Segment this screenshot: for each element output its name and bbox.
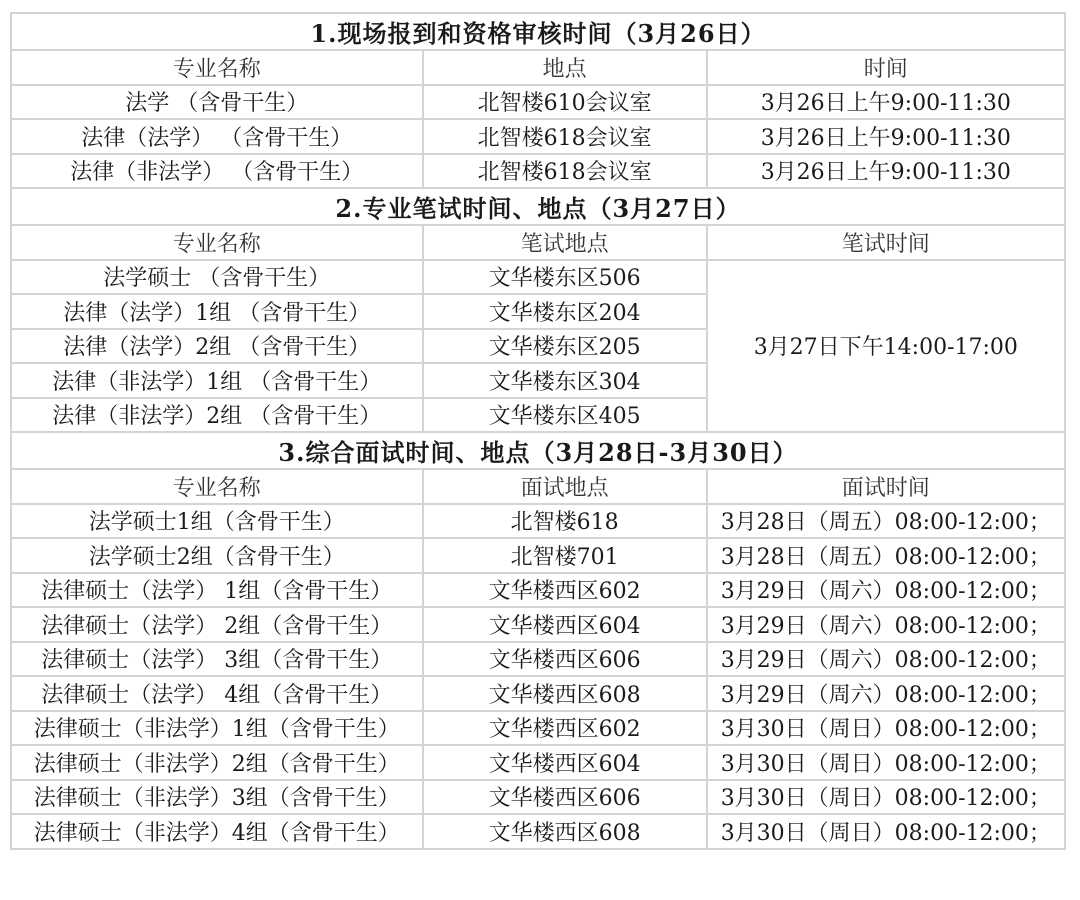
header-row	[11, 50, 1065, 85]
major-cell: 法律（非法学）1组 （含骨干生）	[11, 363, 423, 398]
column-header-exam-time: 笔试时间	[707, 225, 1065, 260]
table-row	[11, 154, 1065, 189]
major-cell: 法律（法学）1组 （含骨干生）	[11, 294, 423, 329]
header-row	[11, 469, 1065, 504]
time-cell: 3月28日（周五）08:00-12:00；	[707, 504, 1065, 539]
time-cell: 3月29日（周六）08:00-12:00；	[707, 676, 1065, 711]
major-cell: 法律（法学） （含骨干生）	[11, 119, 423, 154]
table-row	[11, 711, 1065, 746]
table-row	[11, 119, 1065, 154]
major-cell: 法律硕士（非法学）3组（含骨干生）	[11, 780, 423, 815]
schedule-table	[10, 12, 1066, 850]
major-cell: 法律硕士（法学） 2组（含骨干生）	[11, 607, 423, 642]
location-cell: 文华楼东区506	[423, 260, 707, 295]
column-header-exam-location: 笔试地点	[423, 225, 707, 260]
table-row	[11, 607, 1065, 642]
table-row	[11, 85, 1065, 120]
major-cell: 法律（非法学）2组 （含骨干生）	[11, 398, 423, 433]
time-cell: 3月30日（周日）08:00-12:00；	[707, 711, 1065, 746]
table-row	[11, 745, 1065, 780]
location-cell: 北智楼610会议室	[423, 85, 707, 120]
major-cell: 法律（非法学） （含骨干生）	[11, 154, 423, 189]
time-cell: 3月29日（周六）08:00-12:00；	[707, 642, 1065, 677]
table-row	[11, 260, 1065, 295]
location-cell: 文华楼西区602	[423, 573, 707, 608]
time-cell: 3月26日上午9:00-11:30	[707, 119, 1065, 154]
location-cell: 北智楼618会议室	[423, 119, 707, 154]
header-row	[11, 225, 1065, 260]
column-header-major: 专业名称	[11, 469, 423, 504]
location-cell: 文华楼西区606	[423, 780, 707, 815]
table-row	[11, 676, 1065, 711]
time-cell: 3月26日上午9:00-11:30	[707, 154, 1065, 189]
table-row	[11, 573, 1065, 608]
column-header-major: 专业名称	[11, 225, 423, 260]
major-cell: 法律（法学）2组 （含骨干生）	[11, 329, 423, 364]
location-cell: 文华楼东区304	[423, 363, 707, 398]
major-cell: 法律硕士（法学） 3组（含骨干生）	[11, 642, 423, 677]
section3-title: 3.综合面试时间、地点（3月28日-3月30日）	[11, 432, 1065, 469]
time-cell: 3月30日（周日）08:00-12:00；	[707, 745, 1065, 780]
location-cell: 北智楼618会议室	[423, 154, 707, 189]
section2-title: 2.专业笔试时间、地点（3月27日）	[11, 188, 1065, 225]
major-cell: 法律硕士（法学） 4组（含骨干生）	[11, 676, 423, 711]
section-title-row	[11, 432, 1065, 469]
time-cell: 3月26日上午9:00-11:30	[707, 85, 1065, 120]
column-header-interview-location: 面试地点	[423, 469, 707, 504]
column-header-location: 地点	[423, 50, 707, 85]
major-cell: 法学硕士1组（含骨干生）	[11, 504, 423, 539]
major-cell: 法学硕士2组（含骨干生）	[11, 538, 423, 573]
exam-time-merged-cell: 3月27日下午14:00-17:00	[707, 260, 1065, 433]
major-cell: 法律硕士（非法学）2组（含骨干生）	[11, 745, 423, 780]
location-cell: 文华楼西区604	[423, 745, 707, 780]
location-cell: 文华楼西区608	[423, 676, 707, 711]
time-cell: 3月29日（周六）08:00-12:00；	[707, 607, 1065, 642]
time-cell: 3月29日（周六）08:00-12:00；	[707, 573, 1065, 608]
section-title-row	[11, 13, 1065, 50]
column-header-interview-time: 面试时间	[707, 469, 1065, 504]
table-row	[11, 780, 1065, 815]
major-cell: 法律硕士（非法学）4组（含骨干生）	[11, 814, 423, 849]
column-header-major: 专业名称	[11, 50, 423, 85]
location-cell: 北智楼701	[423, 538, 707, 573]
location-cell: 文华楼东区204	[423, 294, 707, 329]
schedule-document	[10, 12, 1066, 850]
column-header-time: 时间	[707, 50, 1065, 85]
location-cell: 文华楼西区606	[423, 642, 707, 677]
major-cell: 法律硕士（非法学）1组（含骨干生）	[11, 711, 423, 746]
time-cell: 3月30日（周日）08:00-12:00；	[707, 780, 1065, 815]
location-cell: 文华楼西区602	[423, 711, 707, 746]
section1-title: 1.现场报到和资格审核时间（3月26日）	[11, 13, 1065, 50]
time-cell: 3月28日（周五）08:00-12:00；	[707, 538, 1065, 573]
location-cell: 文华楼西区604	[423, 607, 707, 642]
location-cell: 文华楼东区405	[423, 398, 707, 433]
table-row	[11, 642, 1065, 677]
table-row	[11, 814, 1065, 849]
major-cell: 法学 （含骨干生）	[11, 85, 423, 120]
time-cell: 3月30日（周日）08:00-12:00；	[707, 814, 1065, 849]
location-cell: 北智楼618	[423, 504, 707, 539]
section-title-row	[11, 188, 1065, 225]
table-row	[11, 504, 1065, 539]
location-cell: 文华楼西区608	[423, 814, 707, 849]
location-cell: 文华楼东区205	[423, 329, 707, 364]
table-row	[11, 538, 1065, 573]
major-cell: 法学硕士 （含骨干生）	[11, 260, 423, 295]
major-cell: 法律硕士（法学） 1组（含骨干生）	[11, 573, 423, 608]
